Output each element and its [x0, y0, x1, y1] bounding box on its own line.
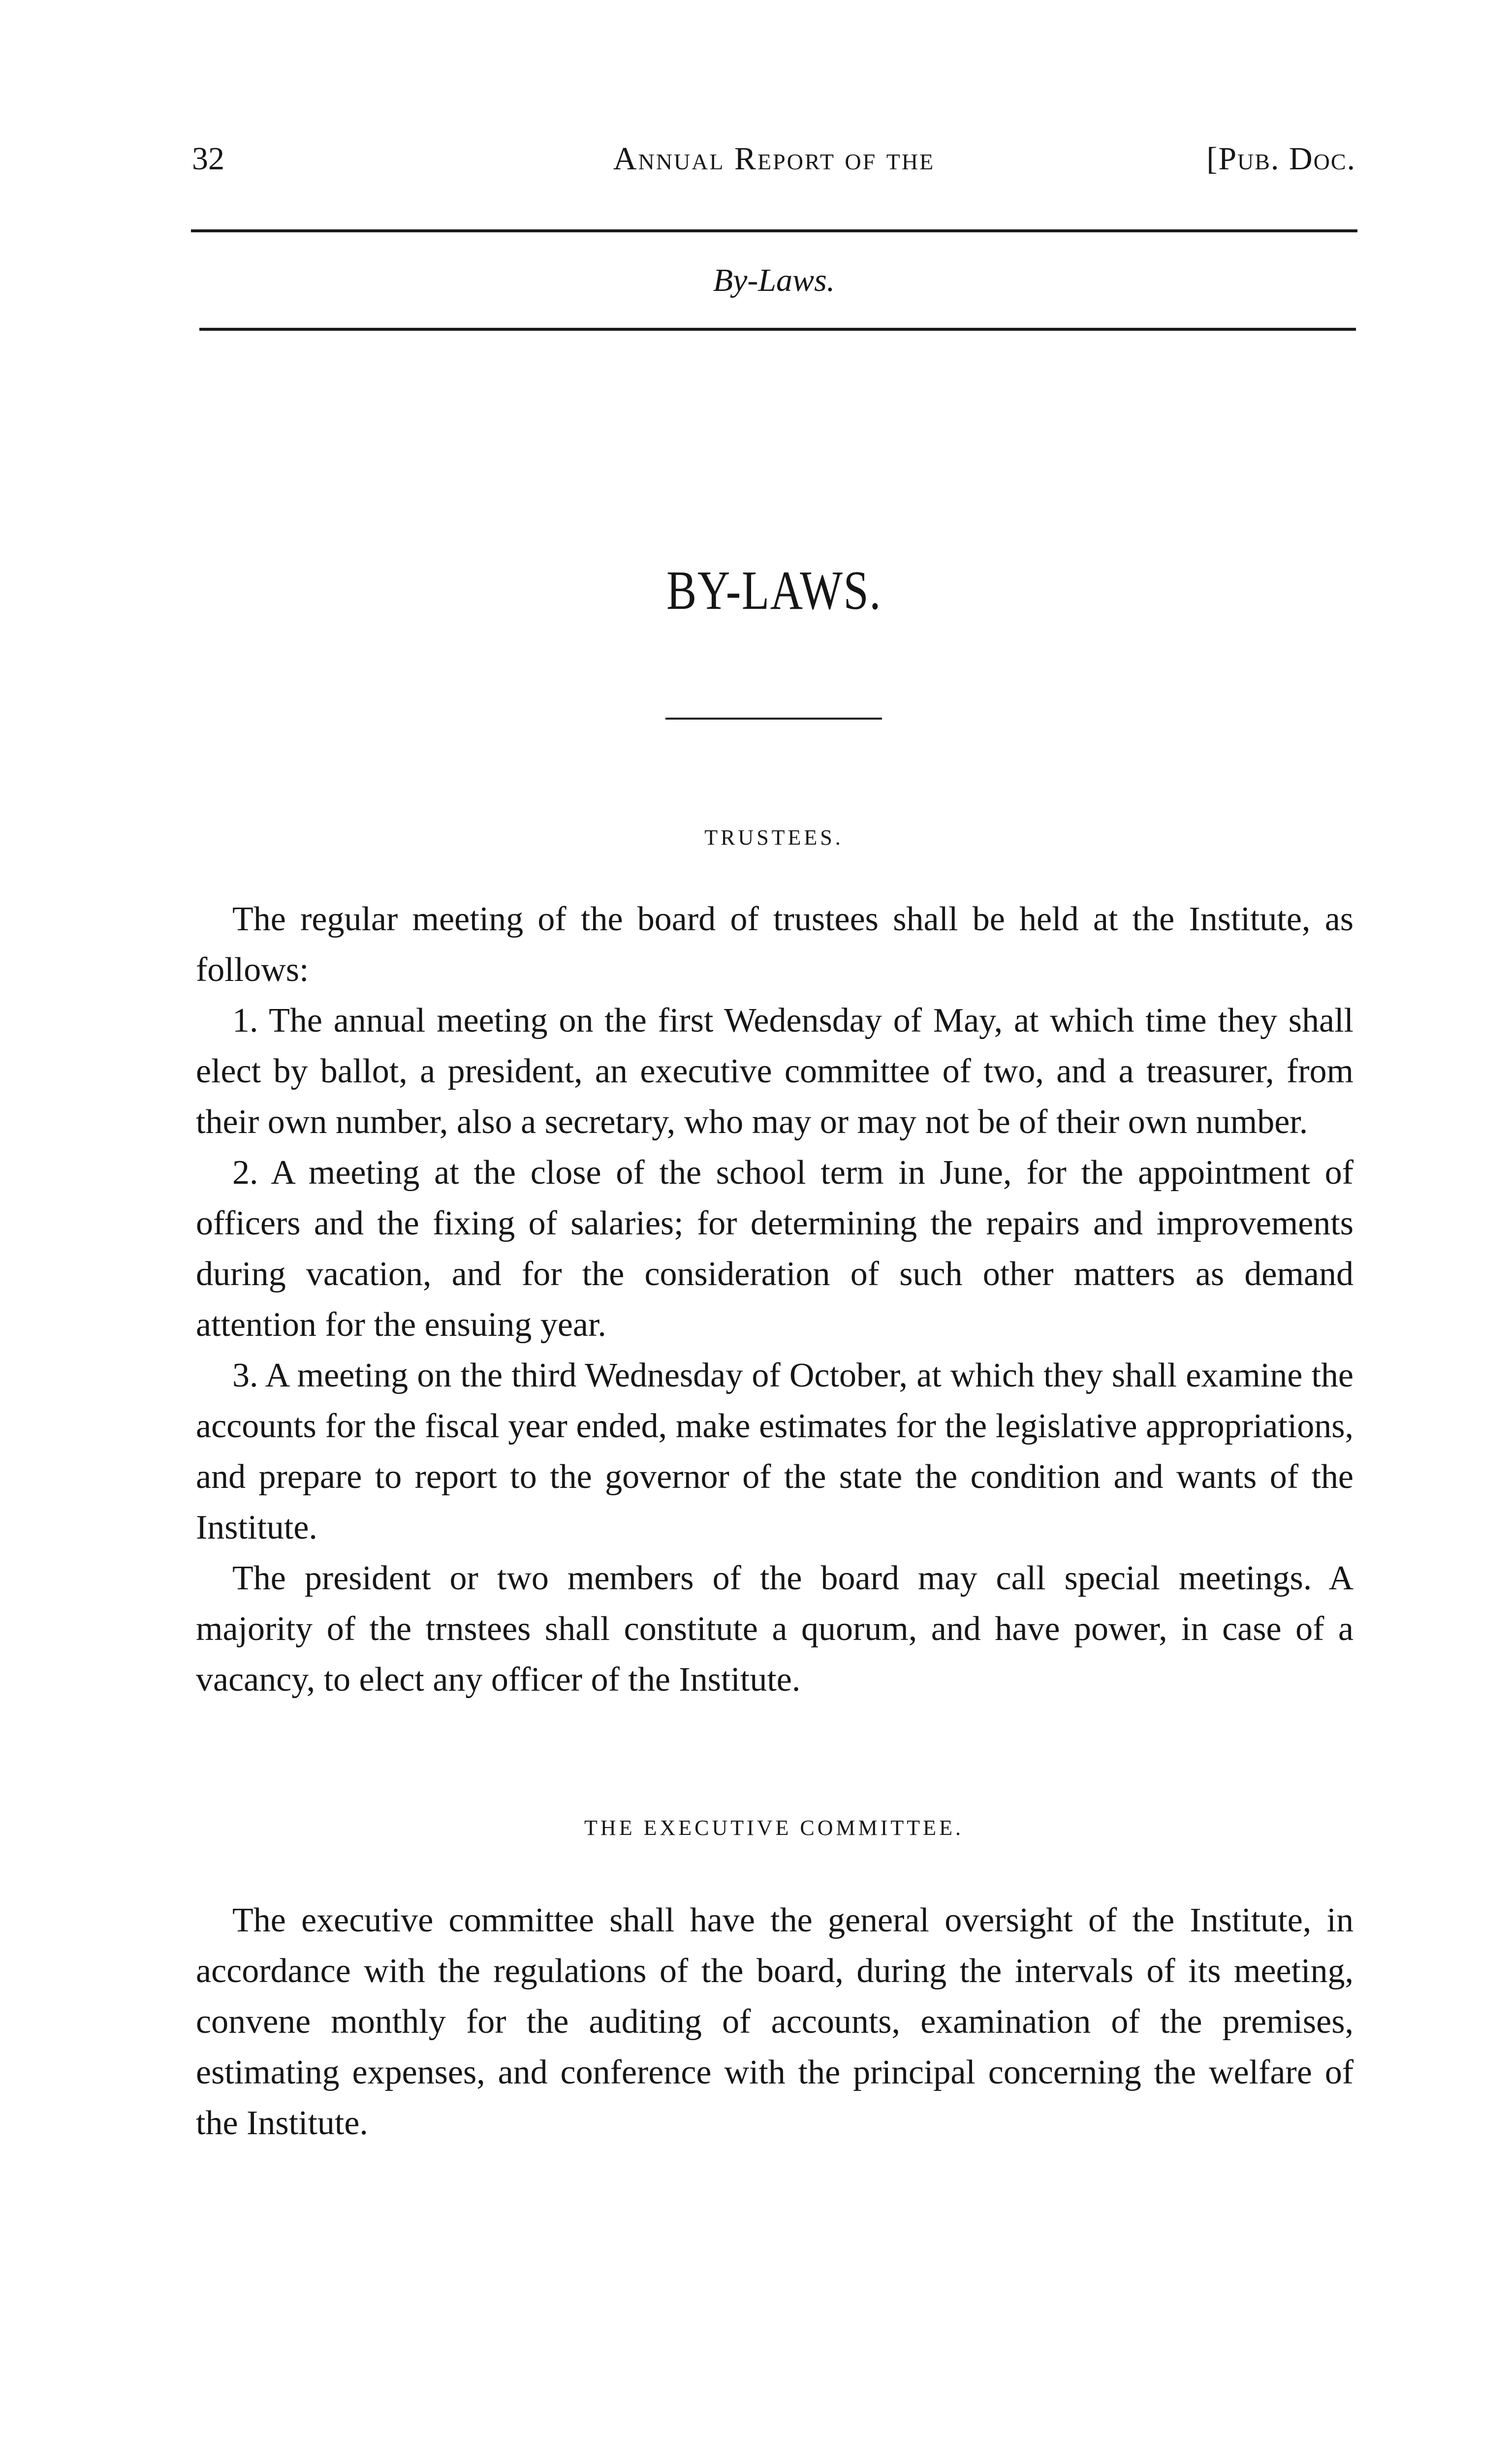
header-rule-top [191, 229, 1357, 232]
executive-committee-section [196, 1895, 1354, 2148]
running-title: Annual Report of the [613, 141, 935, 177]
trustees-section [196, 894, 1354, 1705]
trustees-intro-paragraph: The regular meeting of the board of trustees shall be held at the Institute, as follows: [196, 900, 1354, 989]
executive-committee-paragraph: The executive committee shall have the general oversight of the Institute, in accordance with the regulations of the board, during the intervals of its meeting, convene monthly for the auditing of accounts, examination of the premises, estimating expenses, and conference with the principal concerning the welfare of the Institute. [196, 1901, 1354, 2142]
page-number: 32 [192, 141, 224, 177]
running-header [192, 132, 1356, 186]
document-designation: [Pub. Doc. [1206, 141, 1356, 177]
trustees-heading: TRUSTEES. [704, 825, 844, 850]
trustees-special-meetings-paragraph: The president or two members of the board may call special meetings. A majority of the trnstees shall constitute a quorum, and have power, in case of a vacancy, to elect any officer of the Institute. [196, 1559, 1354, 1699]
trustees-june-meeting-paragraph: 2. A meeting at the close of the school term in June, for the appointment of officers and the fixing of salaries; for determining the repairs and improvements during vacation, and for the consideration of such other matters as demand attention for the ensuing year. [196, 1154, 1354, 1344]
section-running-head: By-Laws. [713, 262, 835, 298]
executive-committee-heading: THE EXECUTIVE COMMITTEE. [584, 1816, 964, 1840]
trustees-annual-meeting-paragraph: 1. The annual meeting on the first Wedensday of May, at which time they shall elect by ballot, a president, an executive committee of two, and a treasurer, from their own number, also a secretary, who may or may not be of their own number. [196, 1002, 1354, 1141]
title-divider [665, 718, 882, 720]
header-rule-bottom [199, 328, 1356, 331]
page-title: BY-LAWS. [666, 560, 882, 621]
trustees-october-meeting-paragraph: 3. A meeting on the third Wednesday of October, at which they shall examine the accounts for the fiscal year ended, make estimates for the legislative appropriations, and prepare to report to the governor of the state the condition and wants of the Institute. [196, 1357, 1354, 1546]
